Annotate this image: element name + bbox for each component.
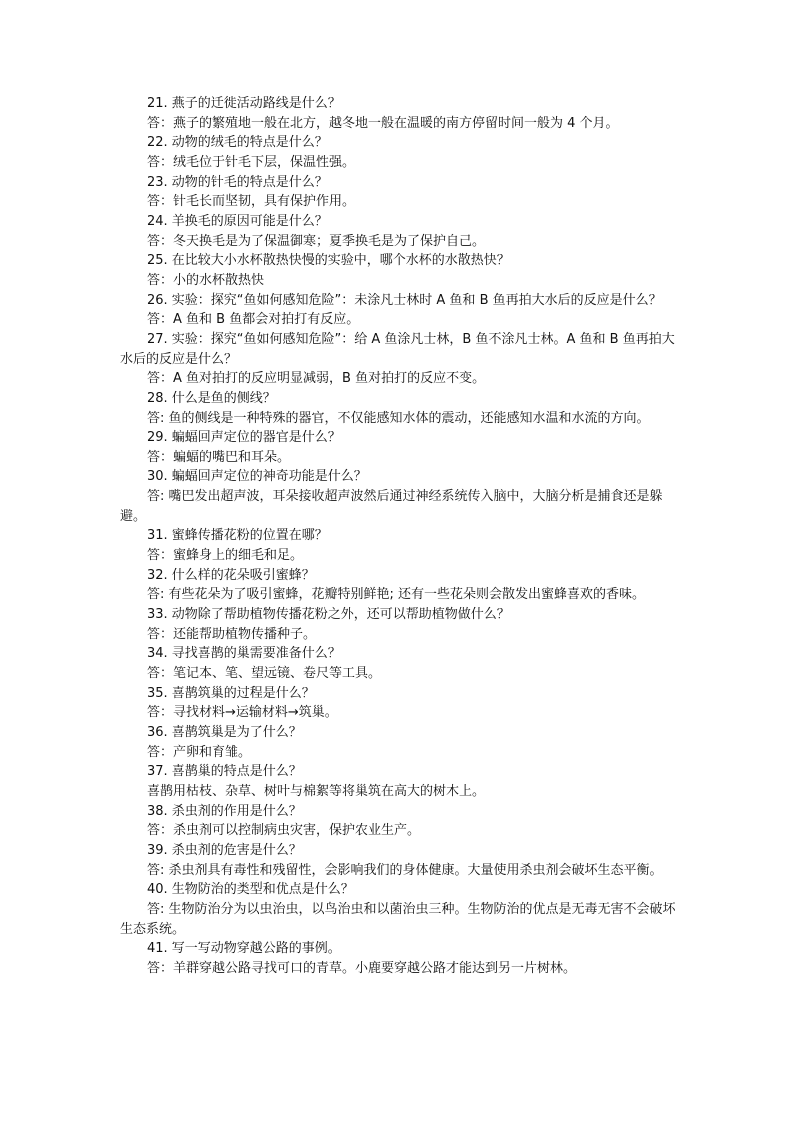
answer-28: 答: 鱼的侧线是一种特殊的器官，不仅能感知水体的震动，还能感知水温和水流的方向。 bbox=[147, 410, 650, 426]
answer-21: 答：燕子的繁殖地一般在北方，越冬地一般在温暖的南方停留时间一般为 4 个月。 bbox=[147, 115, 619, 131]
answer-40: 答: 生物防治分为以虫治虫，以鸟治虫和以菌治虫三种。生物防治的优点是无毒无害不会破坏生态系统。 bbox=[120, 901, 676, 937]
question-24: 24. 羊换毛的原因可能是什么？ bbox=[147, 213, 328, 229]
question-38: 38. 杀虫剂的作用是什么？ bbox=[147, 803, 302, 819]
answer-36: 答：产卵和育雏。 bbox=[147, 744, 252, 760]
answer-37: 喜鹊用枯枝、杂草、树叶与棉絮等将巢筑在高大的树木上。 bbox=[147, 783, 486, 799]
question-25: 25. 在比较大小水杯散热快慢的实验中，哪个水杯的水散热快？ bbox=[147, 253, 510, 269]
question-35: 35. 喜鹊筑巢的过程是什么？ bbox=[147, 685, 315, 701]
answer-29: 答：蝙蝠的嘴巴和耳朵。 bbox=[147, 449, 291, 465]
question-39: 39. 杀虫剂的危害是什么？ bbox=[147, 842, 302, 858]
answer-34: 答：笔记本、笔、望远镜、卷尺等工具。 bbox=[147, 666, 382, 682]
answer-35: 答：寻找材料→运输材料→筑巢。 bbox=[147, 705, 338, 721]
question-34: 34. 寻找喜鹊的巢需要准备什么？ bbox=[147, 646, 341, 662]
answer-31: 答：蜜蜂身上的细毛和足。 bbox=[147, 548, 304, 564]
answer-24: 答：冬天换毛是为了保温御寒；夏季换毛是为了保护自己。 bbox=[147, 233, 486, 249]
question-36: 36. 喜鹊筑巢是为了什么？ bbox=[147, 725, 302, 740]
question-21: 21. 燕子的迁徙活动路线是什么？ bbox=[147, 96, 341, 111]
answer-25: 答：小的水杯散热快 bbox=[147, 272, 265, 288]
question-22: 22. 动物的绒毛的特点是什么？ bbox=[147, 135, 328, 151]
question-40: 40. 生物防治的类型和优点是什么？ bbox=[147, 882, 354, 898]
answer-22: 答：绒毛位于针毛下层，保温性强。 bbox=[147, 154, 356, 170]
question-32: 32. 什么样的花朵吸引蜜蜂？ bbox=[147, 567, 315, 583]
question-29: 29. 蝙蝠回声定位的器官是什么？ bbox=[147, 430, 341, 446]
answer-27: 答：A 鱼对拍打的反应明显减弱，B 鱼对拍打的反应不变。 bbox=[147, 371, 486, 387]
answer-38: 答：杀虫剂可以控制病虫灾害，保护农业生产。 bbox=[147, 823, 421, 839]
question-26: 26. 实验：探究“鱼如何感知危险”：未涂凡士林时 A 鱼和 B 鱼再拍大水后的反应是什么？ bbox=[147, 292, 662, 308]
question-31: 31. 蜜蜂传播花粉的位置在哪？ bbox=[147, 528, 328, 544]
answer-32: 答: 有些花朵为了吸引蜜蜂，花瓣特别鲜艳; 还有一些花朵则会散发出蜜蜂喜欢的香味。 bbox=[147, 587, 646, 603]
question-28: 28. 什么是鱼的侧线？ bbox=[147, 390, 276, 406]
answer-30: 答: 嘴巴发出超声波，耳朵接收超声波然后通过神经系统传入脑中，大脑分析是捕食还是躲避。 bbox=[120, 489, 663, 524]
answer-23: 答：针毛长而坚韧，具有保护作用。 bbox=[147, 194, 356, 210]
question-27: 27. 实验：探究“鱼如何感知危险”：给 A 鱼涂凡士林，B 鱼不涂凡士林。A 鱼和 B 鱼再拍大水后的反应是什么？ bbox=[120, 331, 675, 367]
question-33: 33. 动物除了帮助植物传播花粉之外，还可以帮助植物做什么？ bbox=[147, 607, 510, 623]
answer-26: 答：A 鱼和 B 鱼都会对拍打有反应。 bbox=[147, 312, 360, 328]
answer-41: 答：羊群穿越公路寻找可口的青草。小鹿要穿越公路才能达到另一片树林。 bbox=[147, 960, 577, 976]
question-41: 41. 写一写动物穿越公路的事例。 bbox=[147, 941, 341, 957]
question-37: 37. 喜鹊巢的特点是什么？ bbox=[147, 764, 302, 780]
question-30: 30. 蝙蝠回声定位的神奇功能是什么？ bbox=[147, 469, 367, 485]
answer-33: 答：还能帮助植物传播种子。 bbox=[147, 626, 317, 642]
question-23: 23. 动物的针毛的特点是什么？ bbox=[147, 174, 328, 190]
document-page bbox=[120, 94, 676, 979]
answer-39: 答: 杀虫剂具有毒性和残留性，会影响我们的身体健康。大量使用杀虫剂会破坏生态平衡。 bbox=[147, 862, 663, 878]
